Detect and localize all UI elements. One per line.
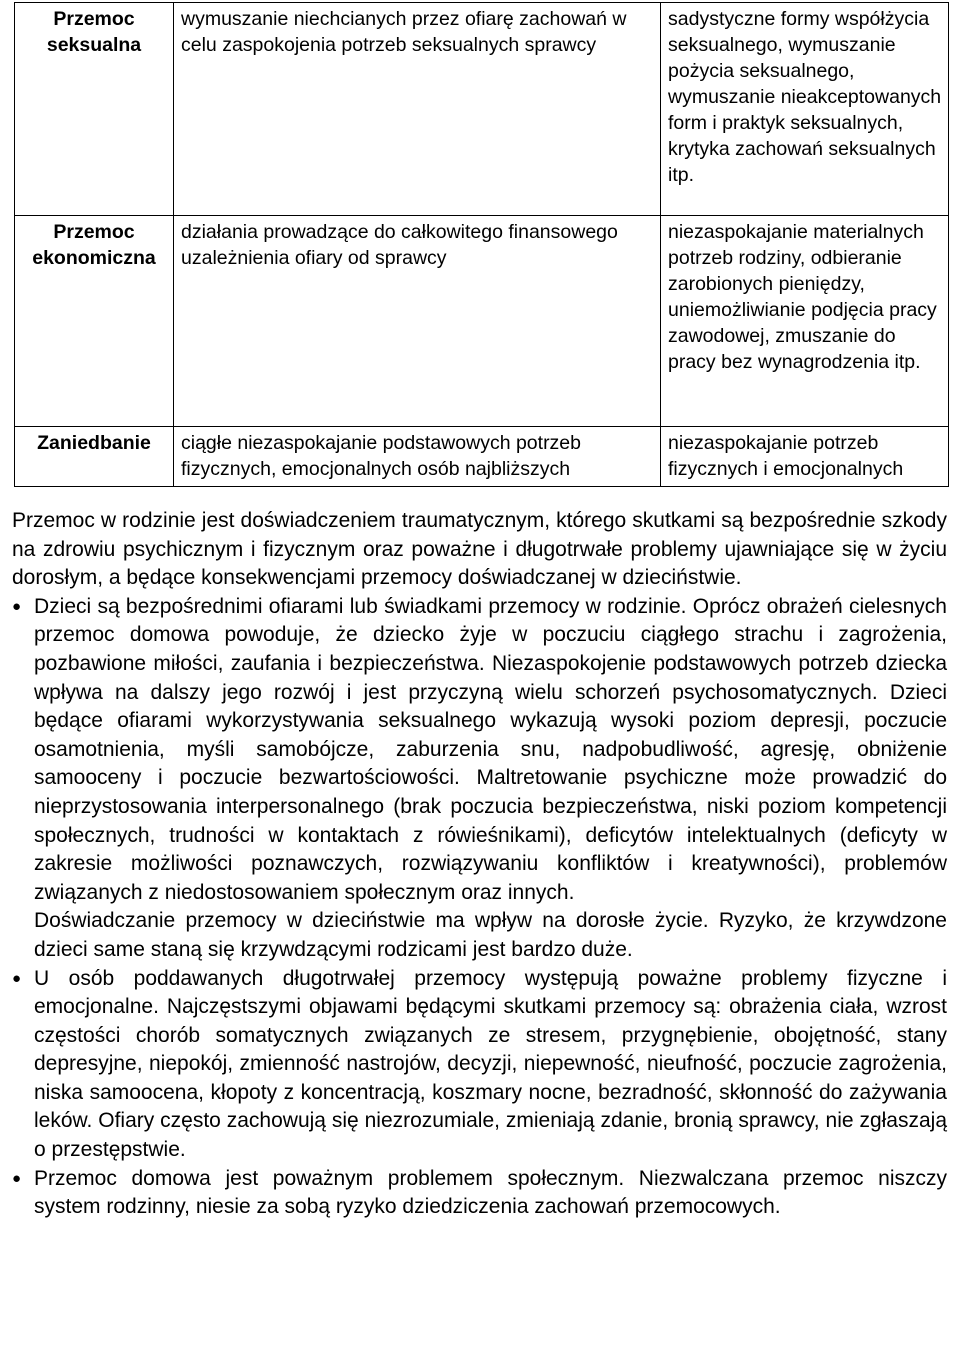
bullet-paragraph: U osób poddawanych długotrwałej przemocy występują poważne problemy fizyczne i emocjonalne. Najczęstszymi objawami będącymi skutkami przemocy są: obrażenia ciała, wzrost częstości chorób somatycznych związanych ze stresem, przygnębienie, obojętność, stany depresyjne, niepokój, zmienność nastrojów, decyzji, niepewność, nieufność, poczucie zagrożenia, niska samoocena, kłopoty z koncentracją, koszmary nocne, bezradność, skłonność do zażywania leków. Ofiary często zachowują się niezrozumiale, zmieniają zdanie, bronią sprawcy, nie zgłaszają o przestępstwie. (34, 966, 947, 1162)
bullet-icon: ● (12, 1169, 22, 1187)
bullet-paragraph: Doświadczanie przemocy w dzieciństwie ma wpływ na dorosłe życie. Ryzyko, że krzywdzone dzieci same staną się krzywdzącymi rodzicami jest bardzo duże. (34, 909, 947, 961)
violence-description-cell: wymuszanie niechcianych przez ofiarę zachowań w celu zaspokojenia potrzeb seksualnych sprawcy (174, 3, 661, 216)
violence-type-cell: Zaniedbanie (15, 427, 174, 487)
bullet-icon: ● (12, 597, 22, 615)
bullet-icon: ● (12, 969, 22, 987)
violence-description-cell: ciągłe niezaspokajanie podstawowych potrzeb fizycznych, emocjonalnych osób najbliższych (174, 427, 661, 487)
violence-examples-cell: sadystyczne formy współżycia seksualnego, wymuszanie pożycia seksualnego, wymuszanie nieakceptowanych form i praktyk seksualnych, krytyka zachowań seksualnych itp. (661, 3, 949, 216)
table-row (15, 427, 949, 487)
bullet-item (12, 1165, 947, 1222)
violence-description-cell: działania prowadzące do całkowitego finansowego uzależnienia ofiary od sprawcy (174, 216, 661, 427)
intro-paragraph: Przemoc w rodzinie jest doświadczeniem traumatycznym, którego skutkami są bezpośrednie szkody na zdrowiu psychicznym i fizycznym oraz poważne i długotrwałe problemy ujawniające się w życiu dorosłym, a będące konsekwencjami przemocy doświadczanej w dzieciństwie. (12, 509, 947, 590)
violence-type-cell: Przemoc ekonomiczna (15, 216, 174, 427)
bullet-item (12, 965, 947, 1165)
violence-types-table (14, 2, 949, 487)
bullet-paragraph: Dzieci są bezpośrednimi ofiarami lub świadkami przemocy w rodzinie. Oprócz obrażeń cielesnych przemoc domowa powoduje, że dziecko żyje w poczuciu ciągłego strachu i zagrożenia, pozbawione miłości, zaufania i bezpieczeństwa. Niezaspokojenie podstawowych potrzeb dziecka wpływa na dalszy jego rozwój i jest przyczyną wielu schorzeń psychosomatycznych. Dzieci będące ofiarami wykorzystywania seksualnego wykazują wysoki poziom depresji, poczucie osamotnienia, myśli samobójcze, zaburzenia snu, nadpobudliwość, agresję, obniżenie samooceny i poczucie bezwartościowości. Maltretowanie psychiczne może prowadzić do nieprzystosowania interpersonalnego (brak poczucia bezpieczeństwa, niski poziom kompetencji społecznych, trudności w kontaktach z rówieśnikami), deficytów intelektualnych (deficyty w zakresie możliwości poznawczych, rozwiązywaniu konfliktów i kreatywności), problemów związanych z niedostosowaniem społecznym oraz innych. (34, 594, 947, 904)
document-body (12, 507, 947, 1222)
bullet-item (12, 593, 947, 965)
violence-examples-cell: niezaspokajanie materialnych potrzeb rodziny, odbieranie zarobionych pieniędzy, uniemożliwianie podjęcia pracy zawodowej, zmuszanie do pracy bez wynagrodzenia itp. (661, 216, 949, 427)
bullet-paragraph: Przemoc domowa jest poważnym problemem społecznym. Niezwalczana przemoc niszczy system rodzinny, niesie za sobą ryzyko dziedziczenia zachowań przemocowych. (34, 1166, 947, 1219)
table-row (15, 3, 949, 216)
table-row (15, 216, 949, 427)
violence-type-cell: Przemoc seksualna (15, 3, 174, 216)
violence-examples-cell: niezaspokajanie potrzeb fizycznych i emocjonalnych (661, 427, 949, 487)
